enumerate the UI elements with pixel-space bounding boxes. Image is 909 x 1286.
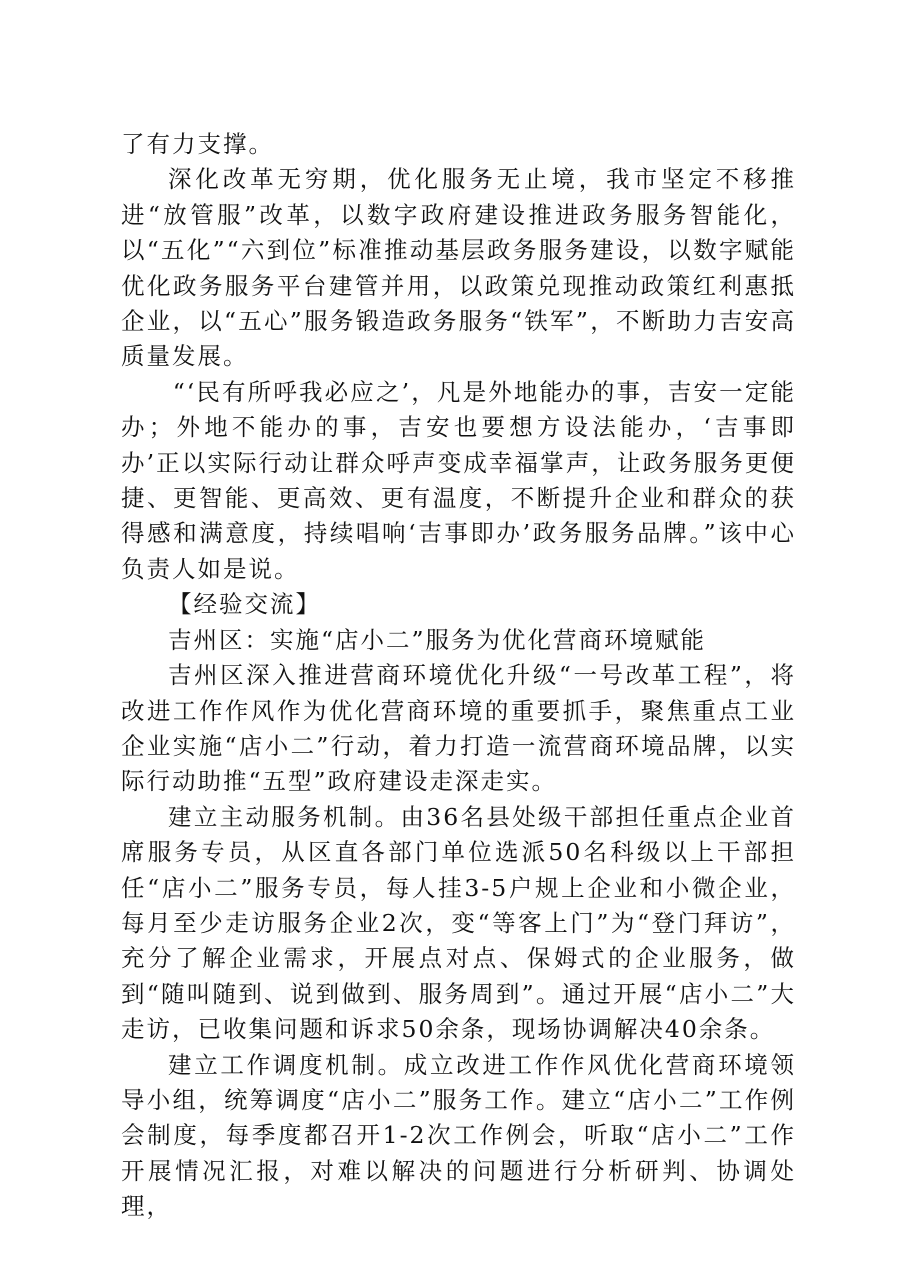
paragraph-active-service: 建立主动服务机制。由36名县处级干部担任重点企业首席服务专员，从区直各部门单位选派50名科级以上干部担任“店小二”服务专员，每人挂3-5户规上企业和小微企业，每月至少走访服务企业2次，变“等客上门”为“登门拜访”，充分了解企业需求，开展点对点、保姆式的企业服务，做到“随叫随到、说到做到、服务周到”。通过开展“店小二”大走访，已收集问题和诉求50余条，现场协调解决40余条。 bbox=[121, 802, 796, 1044]
paragraph-intro: 吉州区深入推进营商环境优化升级“一号改革工程”，将改进工作作风作为优化营商环境的重要抓手，聚焦重点工业企业实施“店小二”行动，着力打造一流营商环境品牌，以实际行动助推“五型”政府建设走深走实。 bbox=[121, 661, 796, 796]
document-body bbox=[121, 127, 796, 1225]
paragraph-continuation: 了有力支撑。 bbox=[121, 130, 274, 158]
section-heading-experience: 【经验交流】 bbox=[168, 590, 321, 619]
paragraph-quote: “‘民有所呼我必应之’，凡是外地能办的事，吉安一定能办；外地不能办的事，吉安也要想方设法能办，‘吉事即办’正以实际行动让群众呼声变成幸福掌声，让政务服务更便捷、更智能、更高效、更有温度，不断提升企业和群众的获得感和满意度，持续唱响‘吉事即办’政务服务品牌。”该中心负责人如是说。 bbox=[121, 377, 796, 583]
article-subtitle: 吉州区：实施“店小二”服务为优化营商环境赋能 bbox=[168, 625, 707, 654]
paragraph-scheduling: 建立工作调度机制。成立改进工作作风优化营商环境领导小组，统筹调度“店小二”服务工作。建立“店小二”工作例会制度，每季度都召开1-2次工作例会，听取“店小二”工作开展情况汇报，对难以解决的问题进行分析研判、协调处理， bbox=[121, 1050, 796, 1221]
paragraph-reform: 深化改革无穷期，优化服务无止境，我市坚定不移推进“放管服”改革，以数字政府建设推进政务服务智能化，以“五化”“六到位”标准推动基层政务服务建设，以数字赋能优化政务服务平台建管并用，以政策兑现推动政策红利惠抵企业，以“五心”服务锻造政务服务“铁军”，不断助力吉安高质量发展。 bbox=[121, 165, 796, 371]
